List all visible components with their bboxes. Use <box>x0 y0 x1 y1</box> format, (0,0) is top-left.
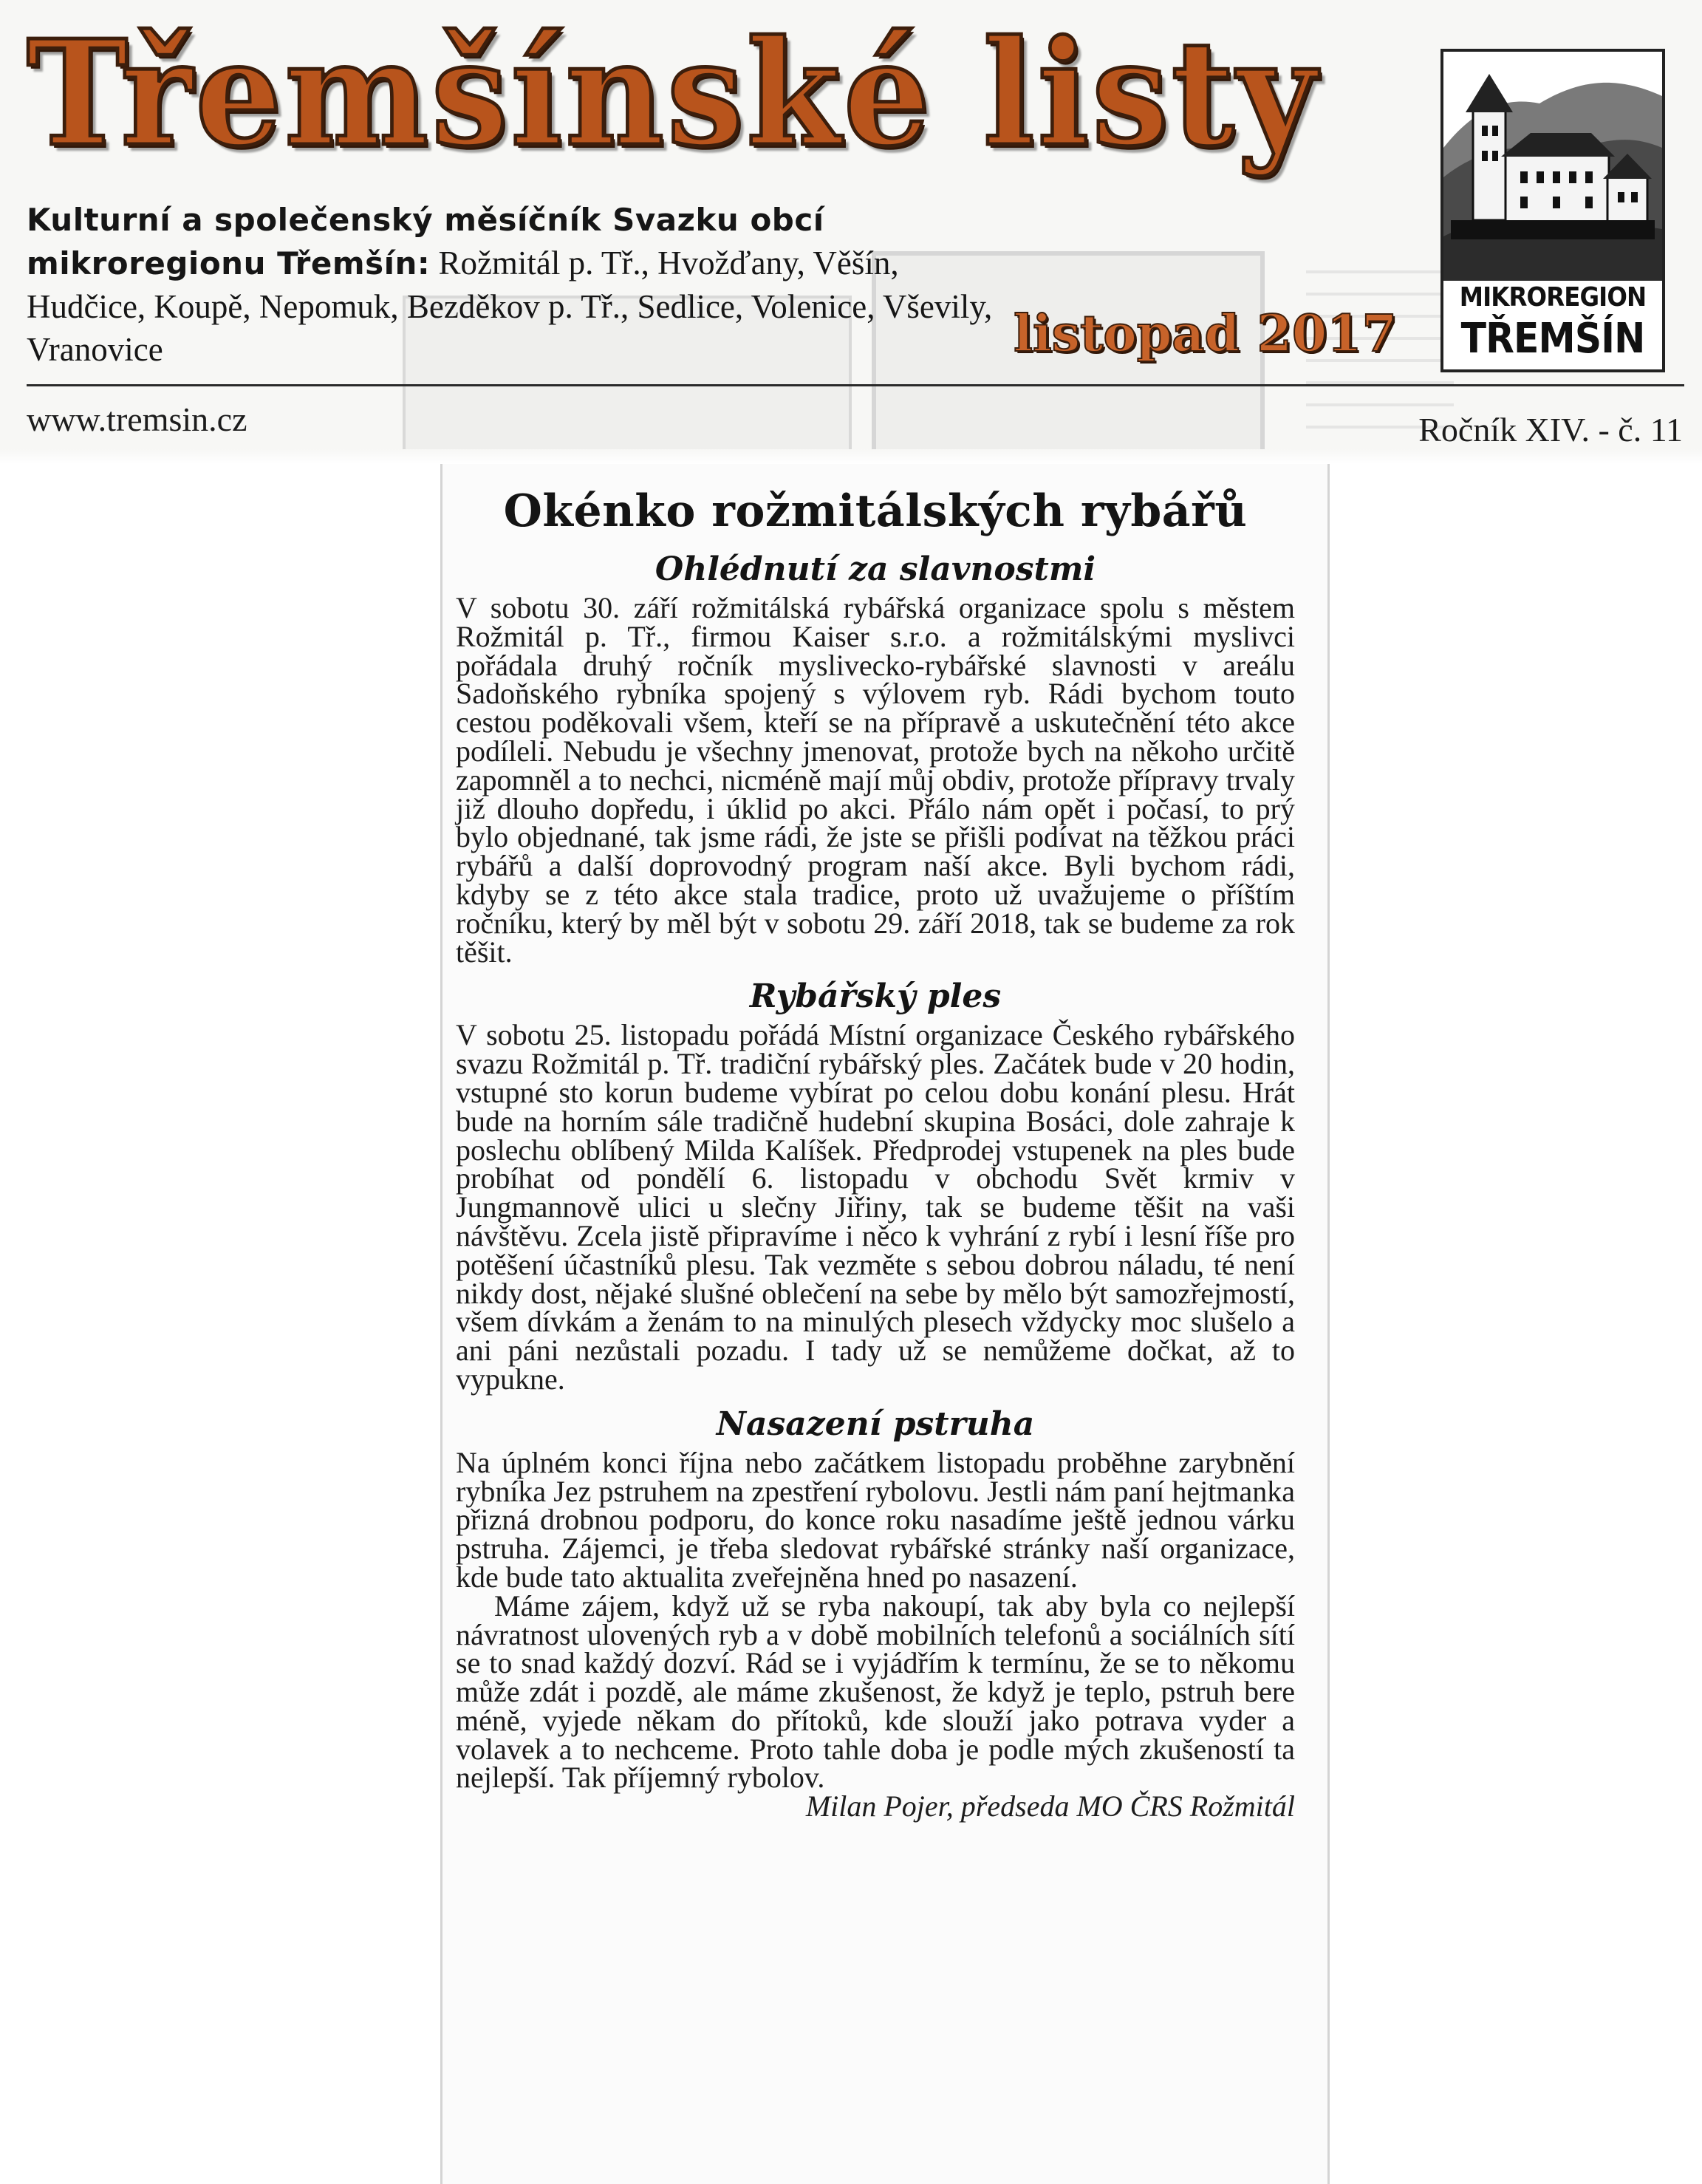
section-heading: Nasazení pstruha <box>716 1405 1035 1443</box>
masthead <box>0 0 1702 454</box>
article-clipping <box>440 464 1330 2184</box>
website-url: www.tremsin.cz <box>27 400 247 438</box>
author-signature: Milan Pojer, předseda MO ČRS Rožmitál <box>805 1789 1295 1823</box>
newspaper-subtitle <box>27 198 1009 371</box>
closing-paragraph: Máme zájem, když už se ryba nakoupí, tak aby byla co nejlepší návratnost ulovených ryb a v době mobilních telefonů a sociálních sítí se to snad každý dozví. Rád se i vyjádřím k termínu, že se to někomu může zdát i pozdě, ale máme zkušenost, že když je teplo, pstruh bere méně, vyjede někam do přítoků, kde slouží jako potrava vyder a volavek a to nechceme. Proto tahle doba je podle mých zkušeností ta nejlepší. Tak příjemný rybolov. <box>456 1588 1295 1795</box>
logo-line-1: MIKROREGION <box>1459 282 1647 313</box>
section-paragraph: V sobotu 30. září rožmitálská rybářská organizace spolu s městem Rožmitál p. Tř., firmou Kaiser s.r.o. a rožmitálskými myslivci pořádala druhý ročník myslivecko-rybářské slavnosti v areálu Sadoňského rybníka spojený s výlovem ryb. Rádi bychom touto cestou poděkovali všem, kteří se na přípravě a uskutečnění této akce podíleli. Nebudu je všechny jmenovat, protože bych na někoho určitě zapomněl a to nechci, nicméně mají můj obdiv, protože přípravy trvaly již dlouho dopředu, i úklid po akci. Přálo nám opět i počasí, to prý bylo objednané, tak jsme rádi, že jste se přišli podívat na těžkou práci rybářů a další doprovodný program naší akce. Byli bychom rádi, kdyby se z této akce stala tradice, proto už uvažujeme o příštím ročníku, který by měl být v sobotu 29. září 2018, tak se budeme za rok těšit. <box>456 591 1295 969</box>
castle-icon <box>1443 52 1662 281</box>
mikroregion-logo <box>1440 49 1665 372</box>
subtitle-bold: Kulturní a společenský měsíčník Svazku obcí mikroregionu Třemšín: <box>27 202 824 281</box>
section-paragraph: Na úplném konci října nebo začátkem listopadu proběhne zarybnění rybníka Jez pstruhem na zpestření rybolovu. Jestli nám paní hejtmanka přizná drobnou podporu, do konce roku nasadíme ještě jednou várku pstruha. Zájemci, je třeba sledovat rybářské stránky naší organizace, kde bude tato aktualita zveřejněna hned po nasazení. <box>456 1445 1295 1594</box>
subtitle-municipalities: Rožmitál p. Tř., Hvožďany, Věšín, Hudčice, Koupě, Nepomuk, Bezděkov p. Tř., Sedlice, Volenice, Vševily, Vranovice <box>27 245 993 368</box>
volume-number: Ročník XIV. - č. 11 <box>1418 411 1683 448</box>
masthead-rule <box>27 384 1684 386</box>
newspaper-title: Třemšínské listy <box>27 9 1319 179</box>
section-paragraph: V sobotu 25. listopadu pořádá Místní organizace Českého rybářského svazu Rožmitál p. Tř. tradiční rybářský ples. Začátek bude v 20 hodin, vstupné sto korun budeme vybírat po celou dobu konání plesu. Hrát bude na horním sále tradičně hudební skupina Bosáci, dole zahraje k poslechu oblíbený Milda Kalíšek. Předprodej vstupenek na ples bude probíhat od pondělí 6. listopadu v obchodu Svět krmiv v Jungmannově ulici u slečny Jiřiny, tak se budeme těšit na vaši návštěvu. Zcela jistě připravíme i něco k vyhrání z rybí i lesní říše pro potěšení účastníků plesu. Tak vezměte s sebou dobrou náladu, té není nikdy dost, nějaké slušné oblečení na sebe by mělo být samozřejmostí, všem dívkám a ženám to na minulých plesech vždycky moc slušelo a ani páni nezůstali pozadu. I tady už se nemůžeme dočkat, až to vypukne. <box>456 1018 1295 1396</box>
section-heading: Rybářský ples <box>749 977 1002 1016</box>
section-paragraph <box>456 1588 1295 1823</box>
article-body <box>456 471 1295 1821</box>
logo-line-2: TŘEMŠÍN <box>1460 315 1645 363</box>
torn-edge <box>0 449 1702 464</box>
issue-date: listopad 2017 <box>1014 304 1397 364</box>
section-heading: Ohlédnutí za slavnostmi <box>655 550 1096 588</box>
article-title: Okénko rožmitálských rybářů <box>503 485 1248 537</box>
